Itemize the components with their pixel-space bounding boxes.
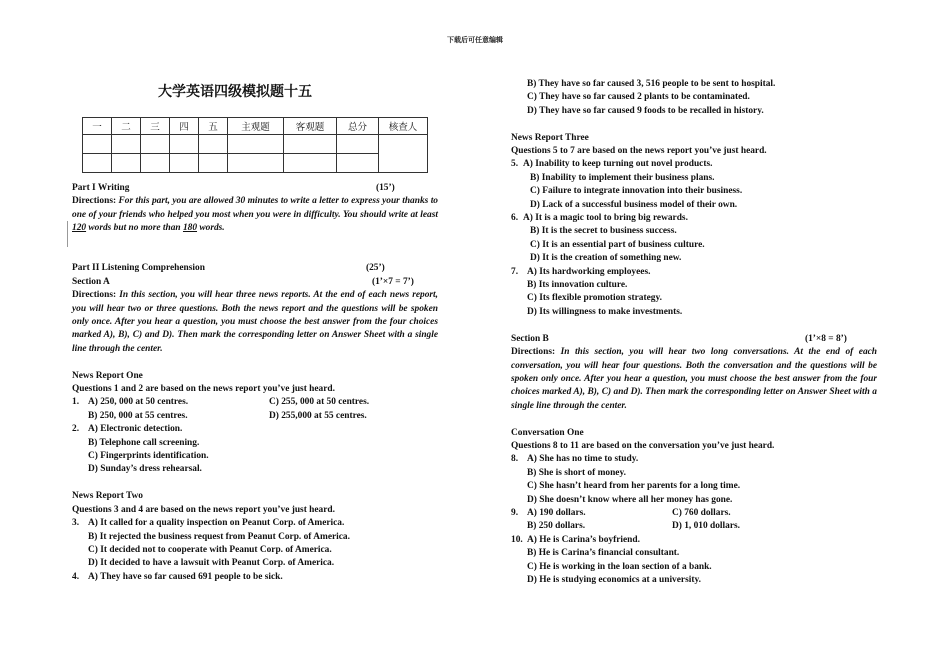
question-10-option-b: B) He is Carina’s financial consultant.: [527, 548, 680, 559]
question-6-option-d: D) It is the creation of something new.: [530, 253, 682, 264]
question-2: 2. A) Electronic detection.: [72, 424, 183, 435]
section-a-heading: Section A (1’×7 = 7’): [72, 276, 414, 287]
score-cell: [228, 154, 284, 173]
left-column: [72, 182, 438, 584]
question-3-option-b: B) It rejected the business request from Peanut Corp. of America.: [88, 531, 350, 542]
news-report-three-heading: News Report Three: [511, 132, 589, 143]
score-header-3: 三: [141, 118, 170, 135]
question-10: 10. A) He is Carina’s boyfriend.: [511, 534, 640, 545]
score-cell: [199, 154, 228, 173]
question-5: 5. A) Inability to keep turning out novel products.: [511, 159, 713, 170]
score-cell: [141, 135, 170, 154]
section-b-heading: Section B (1’×8 = 8’): [511, 333, 847, 344]
score-cell: [284, 154, 337, 173]
score-header-5: 五: [199, 118, 228, 135]
part1-directions: Directions: For this part, you are allowed 30 minutes to write a letter to express your thanks to one of your friends who helped you most when you were in difficulty. You should write at least 120 words but no more than 180 words.: [72, 196, 438, 234]
page-title: 大学英语四级模拟题十五: [158, 84, 312, 100]
question-10-option-c: C) He is working in the loan section of a bank.: [527, 561, 712, 572]
question-2-option-b: B) Telephone call screening.: [88, 437, 200, 448]
score-header-4: 四: [170, 118, 199, 135]
question-6: 6. A) It is a magic tool to bring big rewards.: [511, 213, 688, 224]
news-report-one-intro: Questions 1 and 2 are based on the news report you’ve just heard.: [72, 384, 335, 395]
question-4-option-b: B) They have so far caused 3, 516 people to be sent to hospital.: [527, 79, 776, 89]
score-header-total: 总分: [337, 118, 379, 135]
news-report-two-intro: Questions 3 and 4 are based on the news report you’ve just heard.: [72, 504, 335, 515]
score-cell: [141, 154, 170, 173]
question-3-option-c: C) It decided not to cooperate with Peanut Corp. of America.: [88, 544, 332, 555]
question-1: 1. A) 250, 000 at 50 centres. C) 255, 000 at 50 centres.: [72, 397, 370, 408]
score-cell: [199, 135, 228, 154]
question-7-option-d: D) Its willingness to make investments.: [527, 306, 683, 317]
question-6-option-b: B) It is the secret to business success.: [530, 226, 677, 237]
score-cell: [170, 135, 199, 154]
score-header-objective: 客观题: [284, 118, 337, 135]
page-header: 下载后可任意编辑: [447, 36, 503, 44]
score-header-1: 一: [83, 118, 112, 135]
margin-line: [67, 221, 68, 247]
question-7: 7. A) Its hardworking employees.: [511, 266, 651, 277]
score-header-checker: 核查人: [379, 118, 428, 135]
score-cell: [83, 154, 112, 173]
question-5-option-b: B) Inability to implement their business plans.: [530, 172, 715, 183]
question-4-option-c: C) They have so far caused 2 plants to be contaminated.: [527, 92, 750, 103]
conversation-one-intro: Questions 8 to 11 are based on the conversation you’ve just heard.: [511, 440, 775, 451]
question-7-option-b: B) Its innovation culture.: [527, 280, 628, 291]
part2-heading: Part II Listening Comprehension (25’): [72, 263, 385, 274]
question-8: 8. A) She has no time to study.: [511, 454, 639, 465]
question-1-row2: B) 250, 000 at 55 centres. D) 255,000 at 55 centres.: [88, 410, 367, 421]
section-b-directions: Directions: In this section, you will hear two long conversations. At the end of each conversation, you will hear four questions. Both the conversation and the questions will be spoken only once. After you hear a question, you must choose the best answer from the four choices marked A), B), C) and D). Then mark the corresponding letter on Answer Sheet with a single line through the center.: [511, 347, 878, 411]
score-table: [82, 117, 428, 173]
checker-cell: [379, 135, 428, 173]
question-5-option-d: D) Lack of a successful business model of their own.: [530, 199, 738, 210]
question-9: 9. A) 190 dollars. C) 760 dollars.: [511, 507, 731, 518]
question-3-option-d: D) It decided to have a lawsuit with Peanut Corp. of America.: [88, 558, 335, 569]
question-3: 3. A) It called for a quality inspection on Peanut Corp. of America.: [72, 518, 345, 529]
score-cell: [337, 135, 379, 154]
news-report-one-heading: News Report One: [72, 370, 143, 381]
question-2-option-c: C) Fingerprints identification.: [88, 451, 209, 462]
question-8-option-c: C) She hasn’t heard from her parents for a long time.: [527, 481, 741, 492]
question-8-option-b: B) She is short of money.: [527, 467, 626, 478]
conversation-one-heading: Conversation One: [511, 427, 584, 438]
score-cell: [284, 135, 337, 154]
question-6-option-c: C) It is an essential part of business culture.: [530, 239, 705, 250]
section-a-directions: Directions: In this section, you will hear three news reports. At the end of each news report, you will hear two or three questions. Both the news report and the questions will be spoken only once. After you hear a question, you must choose the best answer from the four choices marked A), B), C) and D). Then mark the corresponding letter on Answer Sheet with a single line through the center.: [72, 290, 439, 354]
question-2-option-d: D) Sunday’s dress rehearsal.: [88, 464, 202, 475]
question-4-option-d: D) They have so far caused 9 foods to be recalled in history.: [527, 105, 764, 116]
question-4: 4. A) They have so far caused 691 people to be sick.: [72, 571, 283, 582]
news-report-three-intro: Questions 5 to 7 are based on the news report you’ve just heard.: [511, 146, 767, 157]
score-cell: [83, 135, 112, 154]
score-cell: [228, 135, 284, 154]
score-header-subjective: 主观题: [228, 118, 284, 135]
question-8-option-d: D) She doesn’t know where all her money has gone.: [527, 494, 733, 505]
question-7-option-c: C) Its flexible promotion strategy.: [527, 293, 662, 304]
score-cell: [112, 135, 141, 154]
question-9-row2: B) 250 dollars. D) 1, 010 dollars.: [527, 521, 740, 532]
question-10-option-d: D) He is studying economics at a university.: [527, 574, 701, 585]
right-column: [511, 78, 877, 587]
part1-heading: Part I Writing (15’): [72, 183, 395, 193]
news-report-two-heading: News Report Two: [72, 491, 143, 502]
score-header-2: 二: [112, 118, 141, 135]
score-cell: [170, 154, 199, 173]
question-5-option-c: C) Failure to integrate innovation into their business.: [530, 186, 743, 197]
score-cell: [337, 154, 379, 173]
score-cell: [112, 154, 141, 173]
